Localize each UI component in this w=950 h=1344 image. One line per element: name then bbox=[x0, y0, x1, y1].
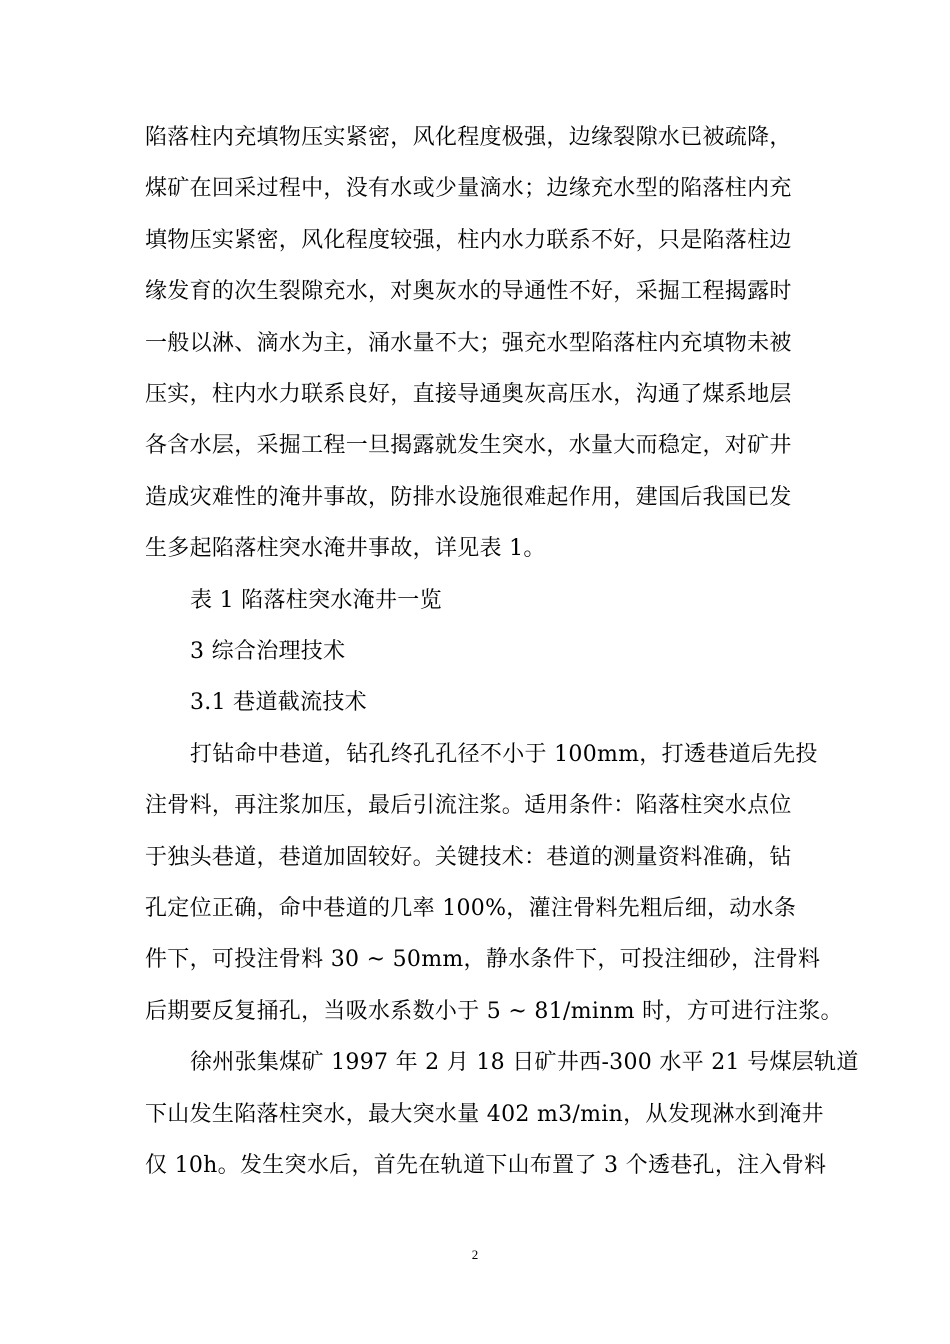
paragraph-3-line-3: 仅 10h。发生突水后，首先在轨道下山布置了 3 个透巷孔，注入骨料 bbox=[145, 1153, 827, 1178]
paragraph-2-line-1: 打钻命中巷道，钻孔终孔孔径不小于 100mm，打透巷道后先投 bbox=[190, 742, 818, 767]
paragraph-1-line-2: 煤矿在回采过程中，没有水或少量滴水；边缘充水型的陷落柱内充 bbox=[145, 176, 792, 201]
table-caption: 表 1 陷落柱突水淹井一览 bbox=[190, 588, 442, 613]
paragraph-2-line-2: 注骨料，再注浆加压，最后引流注浆。适用条件：陷落柱突水点位 bbox=[145, 793, 792, 818]
section-heading-3: 3 综合治理技术 bbox=[190, 639, 346, 664]
paragraph-1-line-5: 一般以淋、滴水为主，涌水量不大；强充水型陷落柱内充填物未被 bbox=[145, 331, 792, 356]
paragraph-2-line-5: 件下，可投注骨料 30 ~ 50mm，静水条件下，可投注细砂，注骨料 bbox=[145, 947, 821, 972]
paragraph-3-line-2: 下山发生陷落柱突水，最大突水量 402 m3/min，从发现淋水到淹井 bbox=[145, 1102, 824, 1127]
paragraph-1-line-7: 各含水层，采掘工程一旦揭露就发生突水，水量大而稳定，对矿井 bbox=[145, 433, 792, 458]
paragraph-1-line-8: 造成灾难性的淹井事故，防排水设施很难起作用，建国后我国已发 bbox=[145, 485, 792, 510]
paragraph-1-line-6: 压实，柱内水力联系良好，直接导通奥灰高压水，沟通了煤系地层 bbox=[145, 382, 792, 407]
paragraph-1-line-9: 生多起陷落柱突水淹井事故，详见表 1。 bbox=[145, 536, 546, 561]
page-number: 2 bbox=[471, 1247, 479, 1262]
paragraph-2-line-4: 孔定位正确，命中巷道的几率 100%，灌注骨料先粗后细，动水条 bbox=[145, 896, 797, 921]
paragraph-1-line-4: 缘发育的次生裂隙充水，对奥灰水的导通性不好，采掘工程揭露时 bbox=[145, 279, 792, 304]
subsection-heading-3-1: 3.1 巷道截流技术 bbox=[190, 690, 367, 715]
paragraph-3-line-1: 徐州张集煤矿 1997 年 2 月 18 日矿井西-300 水平 21 号煤层轨道 bbox=[190, 1050, 859, 1075]
paragraph-1-line-3: 填物压实紧密，风化程度较强，柱内水力联系不好，只是陷落柱边 bbox=[145, 228, 792, 253]
paragraph-2-line-3: 于独头巷道，巷道加固较好。关键技术：巷道的测量资料准确，钻 bbox=[145, 845, 792, 870]
paragraph-1-line-1: 陷落柱内充填物压实紧密，风化程度极强，边缘裂隙水已被疏降， bbox=[145, 125, 792, 150]
paragraph-2-line-6: 后期要反复捅孔，当吸水系数小于 5 ~ 81/minm 时，方可进行注浆。 bbox=[145, 999, 843, 1024]
